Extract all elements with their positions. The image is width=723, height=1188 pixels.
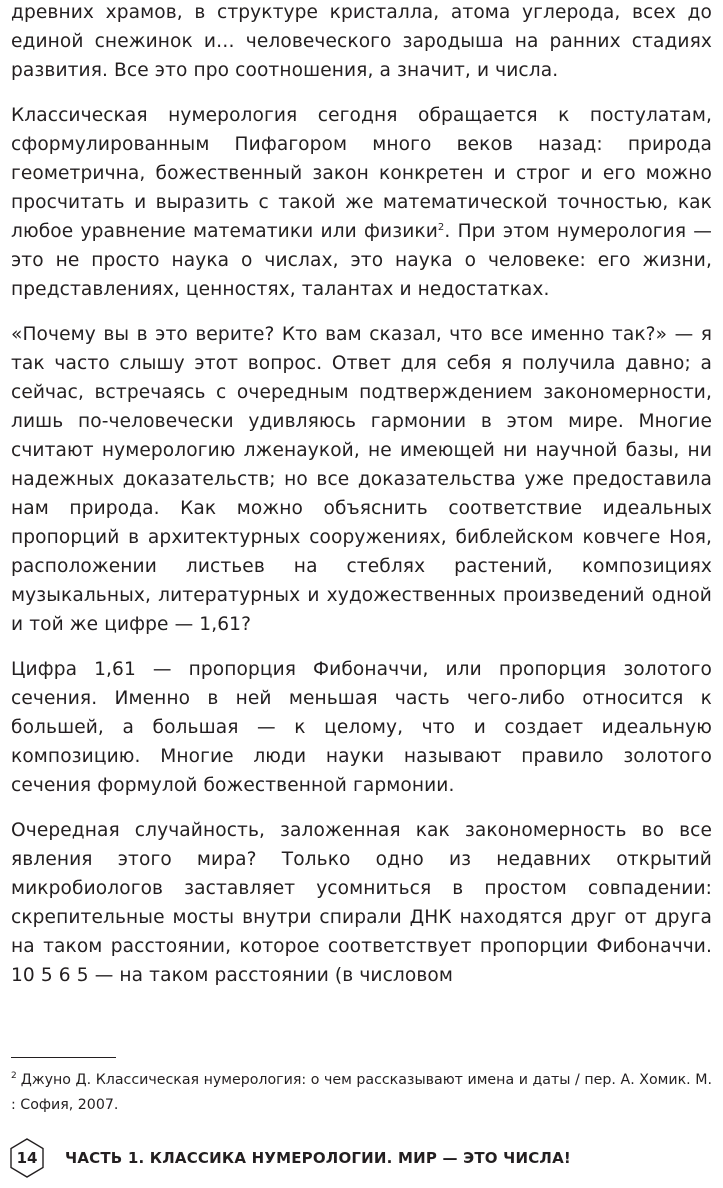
running-head: ЧАСТЬ 1. КЛАССИКА НУМЕРОЛОГИИ. МИР — ЭТО ЧИСЛА! (65, 1149, 571, 1167)
paragraph-1: древних храмов, в структуре кристалла, атома углерода, всех до единой снежинок и… человеческого зародыша на ранних стадиях развития. Все это про соотношения, а значит, и числа. (11, 2, 712, 81)
footnote-reference: 2 (437, 221, 445, 233)
paragraph-2 (11, 101, 712, 304)
page-number: 14 (16, 1149, 38, 1167)
paragraph-3: «Почему вы в это верите? Кто вам сказал, что все именно так?» — я так часто слышу этот вопрос. Ответ для себя я получила давно; а сейчас, встречаясь с очередным подтверждением закономерности, лишь по-человечески удивляюсь гармонии в этом мире. Многие считают нумерологию лженаукой, не имеющей ни научной базы, ни надежных доказательств; но все доказательства уже предоставила нам природа. Как можно объяснить соответствие идеальных пропорций в архитектурных сооружениях, библейском ковчеге Ноя, расположении листьев на стеблях растений, композициях музыкальных, литературных и художественных произведений одной и той же цифре — 1,61? (11, 324, 712, 635)
footnote (11, 1068, 712, 1118)
page-footer (9, 1136, 571, 1180)
paragraph-5: Очередная случайность, заложенная как закономерность во все явления этого мира? Только одно из недавних открытий микробиологов заставляет усомниться в простом совпадении: скрепительные мосты внутри спирали ДНК находятся друг от друга на таком расстоянии, которое соответствует пропорции Фибоначчи. 10 5 6 5 — на таком расстоянии (в числовом (11, 820, 712, 986)
page-number-badge (9, 1138, 45, 1178)
paragraph-4: Цифра 1,61 — пропорция Фибоначчи, или пропорция золотого сечения. Именно в ней меньшая часть чего-либо относится к большей, а большая — к целому, что и создает идеальную композицию. Многие люди науки называют правило золотого сечения формулой божественной гармонии. (11, 659, 712, 796)
footnote-divider (11, 1057, 116, 1058)
paragraph-2-tail: . При этом нумерология — это не просто наука о числах, это наука о человеке: его жизни, представлениях, ценностях, талантах и недостатках. (11, 221, 712, 300)
footnote-mark: 2 (11, 1071, 17, 1082)
page-body (11, 0, 712, 1006)
paragraph-2-text: Классическая нумерология сегодня обращается к постулатам, сформулированным Пифагором много веков назад: природа геометрична, божественный закон конкретен и строг и его можно просчитать и выразить с такой же математической точностью, как любое уравнение математики или физики (11, 105, 712, 242)
footnote-text: Джуно Д. Классическая нумерология: о чем рассказывают имена и даты / пер. А. Хомик. М. : София, 2007. (11, 1072, 712, 1113)
